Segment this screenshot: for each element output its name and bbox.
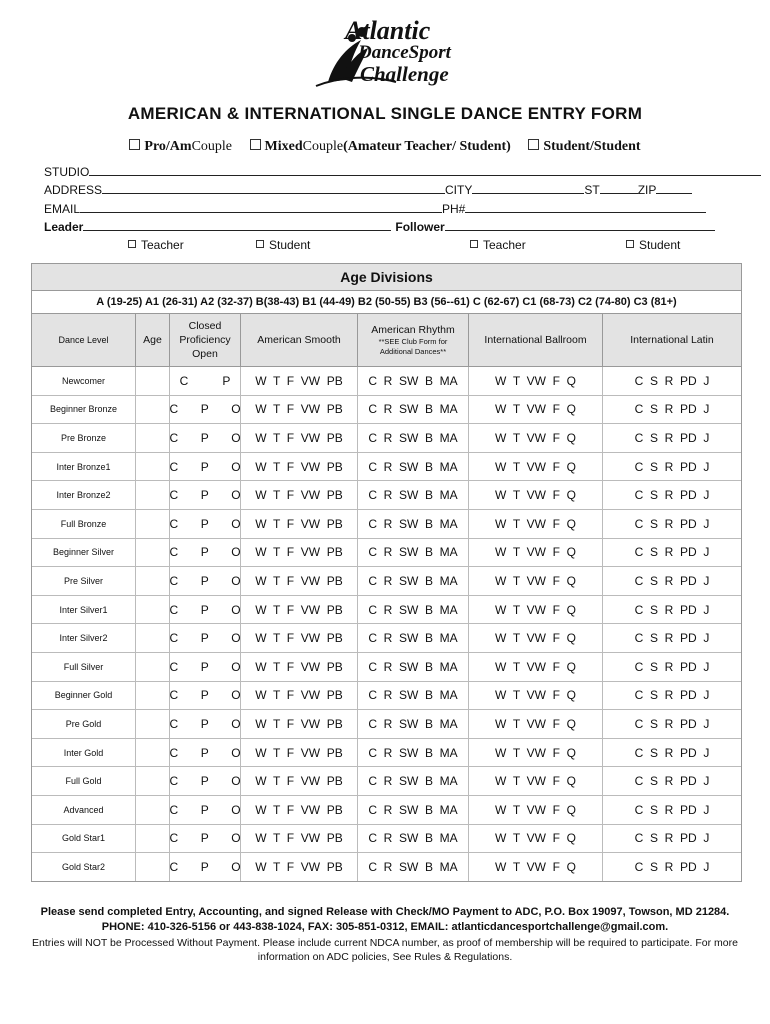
closed-proficiency-open-cell[interactable]: C P O <box>170 481 241 509</box>
table-row <box>32 853 741 881</box>
age-cell[interactable] <box>136 624 170 652</box>
dance-level-cell: Newcomer <box>32 367 136 395</box>
age-cell[interactable] <box>136 596 170 624</box>
american-smooth-cell[interactable]: W T F VW PB <box>241 853 358 881</box>
city-field[interactable] <box>472 182 584 194</box>
leader-student-label: Student <box>269 238 311 252</box>
american-rhythm-cell[interactable]: C R SW B MA <box>358 453 469 481</box>
dance-level-cell: Full Gold <box>32 767 136 795</box>
american-rhythm-cell[interactable]: C R SW B MA <box>358 367 469 395</box>
age-cell[interactable] <box>136 539 170 567</box>
american-rhythm-cell[interactable]: C R SW B MA <box>358 710 469 738</box>
international-latin-cell[interactable]: C S R PD J <box>634 688 710 703</box>
closed-proficiency-open-cell[interactable]: C P <box>170 367 241 395</box>
international-latin-cell[interactable]: C S R PD J <box>634 802 710 817</box>
follower-field[interactable] <box>445 219 715 231</box>
follower-student-checkbox[interactable] <box>626 240 634 248</box>
american-rhythm-cell[interactable]: C R SW B MA <box>358 825 469 853</box>
entry-table <box>31 263 742 882</box>
age-cell[interactable] <box>136 710 170 738</box>
closed-proficiency-open-cell[interactable]: C P O <box>170 796 241 824</box>
table-header <box>32 314 741 367</box>
logo-line-dancesport: DanceSport <box>358 42 451 63</box>
follower-teacher-label: Teacher <box>483 238 526 252</box>
age-division-codes: A (19-25) A1 (26-31) A2 (32-37) B(38-43) B1 (44-49) B2 (50-55) B3 (56--61) C (62-67) C1 (68-73) C2 (74-80) C3 (81+) <box>32 291 741 314</box>
st-label: ST <box>584 183 600 197</box>
international-latin-cell[interactable]: C S R PD J <box>634 573 710 588</box>
age-cell[interactable] <box>136 653 170 681</box>
international-ballroom-cell[interactable]: W T VW F Q <box>469 825 603 853</box>
international-latin-cell[interactable]: C S R PD J <box>634 488 710 503</box>
closed-proficiency-open-cell[interactable]: C P O <box>170 453 241 481</box>
international-latin-cell[interactable]: C S R PD J <box>634 430 710 445</box>
american-rhythm-cell[interactable]: C R SW B MA <box>358 481 469 509</box>
american-rhythm-cell[interactable]: C R SW B MA <box>358 396 469 424</box>
address-field[interactable] <box>102 182 445 194</box>
international-ballroom-cell[interactable]: W T VW F Q <box>469 853 603 881</box>
international-latin-cell[interactable]: C S R PD J <box>634 402 710 417</box>
pro-am-label-rest: Couple <box>191 139 233 154</box>
table-row <box>32 653 741 682</box>
international-ballroom-cell[interactable]: W T VW F Q <box>469 539 603 567</box>
american-smooth-cell[interactable]: W T F VW PB <box>241 424 358 452</box>
header-rhythm-note-1: **SEE Club Form for <box>378 336 448 346</box>
age-cell[interactable] <box>136 396 170 424</box>
age-cell[interactable] <box>136 567 170 595</box>
dance-level-cell: Beginner Silver <box>32 539 136 567</box>
zip-label: ZIP <box>637 183 657 197</box>
pro-am-checkbox[interactable] <box>129 139 140 150</box>
age-cell[interactable] <box>136 453 170 481</box>
header-american-rhythm <box>358 314 469 366</box>
american-rhythm-cell[interactable]: C R SW B MA <box>358 424 469 452</box>
table-row <box>32 510 741 539</box>
table-row <box>32 825 741 854</box>
american-rhythm-cell[interactable]: C R SW B MA <box>358 653 469 681</box>
american-smooth-cell[interactable]: W T F VW PB <box>241 396 358 424</box>
age-divisions-title: Age Divisions <box>32 264 741 291</box>
email-field[interactable] <box>80 201 442 213</box>
footer-policy-note: information on ADC policies, See Rules & Regulations. <box>257 951 513 963</box>
footer-mailing: Please send completed Entry, Accounting, and signed Release with Check/MO Payment to ADC, P.O. Box 19097, Towson, MD 21284. <box>40 906 730 918</box>
international-ballroom-cell[interactable]: W T VW F Q <box>469 739 603 767</box>
age-cell[interactable] <box>136 367 170 395</box>
closed-proficiency-open-cell[interactable]: C P O <box>170 424 241 452</box>
header-age: Age <box>136 314 170 366</box>
age-cell[interactable] <box>136 682 170 710</box>
age-cell[interactable] <box>136 796 170 824</box>
american-smooth-cell[interactable]: W T F VW PB <box>241 624 358 652</box>
table-row <box>32 367 741 396</box>
table-row <box>32 767 741 796</box>
studio-label: STUDIO <box>44 165 90 179</box>
student-checkbox[interactable] <box>528 139 539 150</box>
american-smooth-cell[interactable]: W T F VW PB <box>241 767 358 795</box>
dance-level-cell: Gold Star2 <box>32 853 136 881</box>
dance-level-cell: Full Bronze <box>32 510 136 538</box>
international-ballroom-cell[interactable]: W T VW F Q <box>469 567 603 595</box>
international-latin-cell[interactable]: C S R PD J <box>634 516 710 531</box>
table-row <box>32 481 741 510</box>
dance-level-cell: Inter Bronze2 <box>32 481 136 509</box>
international-ballroom-cell[interactable]: W T VW F Q <box>469 510 603 538</box>
american-smooth-cell[interactable]: W T F VW PB <box>241 539 358 567</box>
american-rhythm-cell[interactable]: C R SW B MA <box>358 739 469 767</box>
leader-follower-row <box>44 219 715 234</box>
header-dance-level: Dance Level <box>32 314 136 366</box>
dance-level-cell: Inter Silver1 <box>32 596 136 624</box>
email-label: EMAIL <box>44 202 81 216</box>
header-proficiency: Proficiency <box>179 333 231 346</box>
age-cell[interactable] <box>136 767 170 795</box>
international-ballroom-cell[interactable]: W T VW F Q <box>469 367 603 395</box>
american-rhythm-cell[interactable]: C R SW B MA <box>358 510 469 538</box>
american-smooth-cell[interactable]: W T F VW PB <box>241 510 358 538</box>
international-latin-cell[interactable]: C S R PD J <box>634 602 710 617</box>
international-latin-cell[interactable]: C S R PD J <box>634 831 710 846</box>
table-row <box>32 539 741 568</box>
logo-line-atlantic: Atlantic <box>345 16 431 45</box>
mixed-label-bold: Mixed <box>264 139 303 154</box>
closed-proficiency-open-cell[interactable]: C P O <box>170 539 241 567</box>
leader-student-option[interactable] <box>256 238 310 252</box>
closed-proficiency-open-cell[interactable]: C P O <box>170 510 241 538</box>
student-option[interactable] <box>528 139 640 155</box>
american-smooth-cell[interactable]: W T F VW PB <box>241 682 358 710</box>
closed-proficiency-open-cell[interactable]: C P O <box>170 739 241 767</box>
american-smooth-cell[interactable]: W T F VW PB <box>241 567 358 595</box>
american-rhythm-cell[interactable]: C R SW B MA <box>358 682 469 710</box>
american-rhythm-cell[interactable]: C R SW B MA <box>358 567 469 595</box>
zip-field[interactable] <box>656 182 692 194</box>
closed-proficiency-open-cell[interactable]: C P O <box>170 710 241 738</box>
american-smooth-cell[interactable]: W T F VW PB <box>241 653 358 681</box>
follower-teacher-option[interactable] <box>470 238 526 252</box>
american-smooth-cell[interactable]: W T F VW PB <box>241 739 358 767</box>
leader-field[interactable] <box>83 219 391 231</box>
international-ballroom-cell[interactable]: W T VW F Q <box>469 596 603 624</box>
leader-teacher-checkbox[interactable] <box>128 240 136 248</box>
table-row <box>32 796 741 825</box>
dance-level-cell: Gold Star1 <box>32 825 136 853</box>
table-row <box>32 624 741 653</box>
pro-am-option[interactable] <box>129 139 232 155</box>
international-latin-cell[interactable]: C S R PD J <box>634 859 710 874</box>
dance-level-cell: Pre Silver <box>32 567 136 595</box>
header-international-latin: International Latin <box>630 333 714 346</box>
american-smooth-cell[interactable]: W T F VW PB <box>241 825 358 853</box>
closed-proficiency-open-cell[interactable]: C P O <box>170 682 241 710</box>
header-rhythm-title: American Rhythm <box>371 323 455 336</box>
dance-level-cell: Inter Bronze1 <box>32 453 136 481</box>
age-cell[interactable] <box>136 481 170 509</box>
american-rhythm-cell[interactable]: C R SW B MA <box>358 596 469 624</box>
header-rhythm-note-2: Additional Dances** <box>379 347 447 357</box>
american-rhythm-cell[interactable]: C R SW B MA <box>358 767 469 795</box>
table-row <box>32 424 741 453</box>
age-cell[interactable] <box>136 510 170 538</box>
leader-teacher-option[interactable] <box>128 238 184 252</box>
american-smooth-cell[interactable]: W T F VW PB <box>241 596 358 624</box>
leader-student-checkbox[interactable] <box>256 240 264 248</box>
dance-level-cell: Beginner Gold <box>32 682 136 710</box>
international-ballroom-cell[interactable]: W T VW F Q <box>469 453 603 481</box>
american-smooth-cell[interactable]: W T F VW PB <box>241 481 358 509</box>
leader-label: Leader <box>44 220 84 234</box>
dance-level-cell: Full Silver <box>32 653 136 681</box>
closed-proficiency-open-cell[interactable]: C P O <box>170 825 241 853</box>
american-smooth-cell[interactable]: W T F VW PB <box>241 710 358 738</box>
studio-row <box>44 164 761 179</box>
international-latin-cell[interactable]: C S R PD J <box>634 545 710 560</box>
ph-field[interactable] <box>465 201 706 213</box>
mixed-label-rest: Couple <box>302 139 344 154</box>
international-ballroom-cell[interactable]: W T VW F Q <box>469 624 603 652</box>
international-ballroom-cell[interactable]: W T VW F Q <box>469 653 603 681</box>
american-smooth-cell[interactable]: W T F VW PB <box>241 796 358 824</box>
age-cell[interactable] <box>136 825 170 853</box>
dance-level-cell: Pre Gold <box>32 710 136 738</box>
header-closed-proficiency-open <box>170 314 241 366</box>
table-row <box>32 396 741 425</box>
table-body <box>32 367 741 881</box>
closed-proficiency-open-cell[interactable]: C P O <box>170 596 241 624</box>
international-latin-cell[interactable]: C S R PD J <box>634 716 710 731</box>
international-latin-cell[interactable]: C S R PD J <box>634 631 710 646</box>
closed-proficiency-open-cell[interactable]: C P O <box>170 567 241 595</box>
american-rhythm-cell[interactable]: C R SW B MA <box>358 796 469 824</box>
studio-field[interactable] <box>89 164 761 176</box>
closed-proficiency-open-cell[interactable]: C P O <box>170 624 241 652</box>
closed-proficiency-open-cell[interactable]: C P O <box>170 396 241 424</box>
table-row <box>32 739 741 768</box>
international-ballroom-cell[interactable]: W T VW F Q <box>469 796 603 824</box>
international-ballroom-cell[interactable]: W T VW F Q <box>469 710 603 738</box>
footer-contact: PHONE: 410-326-5156 or 443-838-1024, FAX: 305-851-0312, EMAIL: atlanticdancesportchallenge@gmail.com. <box>101 921 669 933</box>
ph-label: PH# <box>442 202 466 216</box>
mixed-checkbox[interactable] <box>250 139 261 150</box>
header-open: Open <box>192 348 218 361</box>
dance-level-cell: Pre Bronze <box>32 424 136 452</box>
follower-label: Follower <box>395 220 445 234</box>
dance-level-cell: Beginner Bronze <box>32 396 136 424</box>
age-cell[interactable] <box>136 424 170 452</box>
mixed-option[interactable] <box>250 139 511 155</box>
american-smooth-cell[interactable]: W T F VW PB <box>241 453 358 481</box>
table-row <box>32 710 741 739</box>
mixed-label-paren: (Amateur Teacher/ Student) <box>343 139 511 154</box>
dance-level-cell: Inter Silver2 <box>32 624 136 652</box>
student-label: Student/Student <box>543 139 641 154</box>
international-ballroom-cell[interactable]: W T VW F Q <box>469 682 603 710</box>
follower-teacher-checkbox[interactable] <box>470 240 478 248</box>
dance-level-cell: Advanced <box>32 796 136 824</box>
closed-proficiency-open-cell[interactable]: C P O <box>170 853 241 881</box>
international-latin-cell[interactable]: C S R PD J <box>634 745 710 760</box>
closed-proficiency-open-cell[interactable]: C P O <box>170 653 241 681</box>
american-rhythm-cell[interactable]: C R SW B MA <box>358 539 469 567</box>
follower-student-label: Student <box>639 238 681 252</box>
logo-line-challenge: Challenge <box>360 62 449 86</box>
dance-level-cell: Inter Gold <box>32 739 136 767</box>
american-smooth-cell[interactable]: W T F VW PB <box>241 367 358 395</box>
st-field[interactable] <box>600 182 638 194</box>
footer-payment-note: Entries will NOT be Processed Without Payment. Please include current NDCA number, as proof of membership will be required to participate. For more <box>32 937 738 949</box>
international-ballroom-cell[interactable]: W T VW F Q <box>469 396 603 424</box>
follower-student-option[interactable] <box>626 238 680 252</box>
table-row <box>32 596 741 625</box>
address-label: ADDRESS <box>44 183 103 197</box>
form-title: AMERICAN & INTERNATIONAL SINGLE DANCE ENTRY FORM <box>127 104 643 123</box>
age-cell[interactable] <box>136 739 170 767</box>
pro-am-label-bold: Pro/Am <box>144 139 192 154</box>
table-row <box>32 453 741 482</box>
age-cell[interactable] <box>136 853 170 881</box>
international-ballroom-cell[interactable]: W T VW F Q <box>469 424 603 452</box>
american-rhythm-cell[interactable]: C R SW B MA <box>358 853 469 881</box>
address-row <box>44 182 692 197</box>
international-ballroom-cell[interactable]: W T VW F Q <box>469 767 603 795</box>
international-latin-cell[interactable]: C S R PD J <box>634 373 710 388</box>
city-label: CITY <box>445 183 473 197</box>
entry-type-options <box>0 139 770 155</box>
header-american-smooth: American Smooth <box>241 314 358 366</box>
header-international-ballroom: International Ballroom <box>469 314 603 366</box>
header-closed: Closed <box>188 319 222 332</box>
international-latin-cell[interactable]: C S R PD J <box>634 774 710 789</box>
international-ballroom-cell[interactable]: W T VW F Q <box>469 481 603 509</box>
closed-proficiency-open-cell[interactable]: C P O <box>170 767 241 795</box>
international-latin-cell[interactable]: C S R PD J <box>634 459 710 474</box>
table-row <box>32 682 741 711</box>
american-rhythm-cell[interactable]: C R SW B MA <box>358 624 469 652</box>
table-row <box>32 567 741 596</box>
email-row <box>44 201 706 216</box>
international-latin-cell[interactable]: C S R PD J <box>634 659 710 674</box>
leader-teacher-label: Teacher <box>141 238 184 252</box>
